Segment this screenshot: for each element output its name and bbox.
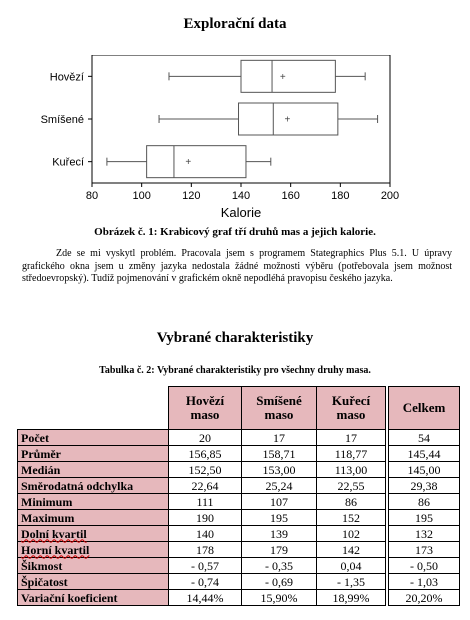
box (241, 60, 335, 92)
table-cell: 153,00 (242, 462, 317, 478)
column-header: Smíšené maso (242, 387, 317, 430)
table-cell: 152 (317, 510, 386, 526)
table-cell: 195 (242, 510, 317, 526)
paragraph (22, 248, 452, 286)
mean-marker: + (185, 157, 192, 169)
x-axis-label: Kalorie (220, 205, 262, 220)
x-tick-label: 140 (231, 190, 251, 202)
table-cell: 139 (242, 526, 317, 542)
table-cell: 173 (389, 542, 460, 558)
table-cell: - 0,69 (242, 574, 317, 590)
table-cell: 156,85 (169, 446, 242, 462)
table-cell: 195 (389, 510, 460, 526)
table-cell: - 0,74 (169, 574, 242, 590)
table-cell: 178 (169, 542, 242, 558)
column-header: Celkem (389, 387, 460, 430)
boxplot-chart (20, 55, 420, 225)
mean-marker: + (279, 71, 286, 83)
table-row (18, 590, 460, 606)
x-tick-label: 100 (132, 190, 151, 202)
table-cell: 25,24 (242, 478, 317, 494)
table-cell: 54 (389, 430, 460, 446)
table-cell: 152,50 (169, 462, 242, 478)
table-cell: - 0,57 (169, 558, 242, 574)
table-cell: 20 (169, 430, 242, 446)
table-cell: 140 (169, 526, 242, 542)
table-cell: 102 (317, 526, 386, 542)
row-label: Minimum (18, 494, 169, 510)
table-cell: - 0,50 (389, 558, 460, 574)
x-tick-label: 80 (85, 190, 99, 202)
row-label: Horní kvartil (18, 542, 169, 558)
table-cell: 22,55 (317, 478, 386, 494)
table-cell: 17 (242, 430, 317, 446)
y-tick-label: Hovězí (49, 71, 84, 84)
x-tick-label: 200 (380, 190, 400, 202)
table-cell: - 1,35 (317, 574, 386, 590)
table-cell: - 1,03 (389, 574, 460, 590)
table-cell: 142 (317, 542, 386, 558)
table-cell: 179 (242, 542, 317, 558)
table-cell: 86 (317, 494, 386, 510)
table-cell: 14,44% (169, 590, 242, 606)
row-label: Dolní kvartil (18, 526, 169, 542)
table-cell: 86 (389, 494, 460, 510)
box (147, 146, 246, 178)
table-cell: 22,64 (169, 478, 242, 494)
table-cell: 118,77 (317, 446, 386, 462)
table-row (18, 430, 460, 446)
table-cell: 113,00 (317, 462, 386, 478)
table-row (18, 574, 460, 590)
row-label: Průměr (18, 446, 169, 462)
mean-marker: + (284, 114, 291, 126)
table-header-row (18, 387, 460, 430)
row-label: Medián (18, 462, 169, 478)
x-tick-label: 160 (281, 190, 300, 202)
figure-caption: Obrázek č. 1: Krabicový graf tří druhů mas a jejich kalorie. (94, 226, 376, 238)
table-row (18, 510, 460, 526)
table-row (18, 446, 460, 462)
header-blank (18, 387, 169, 430)
section-heading: Vybrané charakteristiky (156, 330, 314, 346)
table-row (18, 526, 460, 542)
y-tick-label: Kuřecí (52, 156, 84, 169)
table-row (18, 542, 460, 558)
page-heading: Explorační data (183, 16, 287, 32)
table-cell: - 0,35 (242, 558, 317, 574)
row-label: Variační koeficient (18, 590, 169, 606)
table-cell: 145,00 (389, 462, 460, 478)
table-cell: 107 (242, 494, 317, 510)
row-label: Počet (18, 430, 169, 446)
table-cell: 15,90% (242, 590, 317, 606)
table-row (18, 494, 460, 510)
table-cell: 18,99% (317, 590, 386, 606)
table-cell: 0,04 (317, 558, 386, 574)
y-tick-label: Smíšené (40, 114, 84, 126)
stats-table (17, 386, 460, 606)
table-cell: 29,38 (389, 478, 460, 494)
paragraph-text: Zde se mi vyskytl problém. Pracovala jsem s programem Stategraphics Plus 5.1. U úpravy grafického okna jsem u změny jazyka nedostala žádné možnosti výběru (potřebovala jsem možnost středoevropský). Tudíž pojmenování v grafickém okně nepodléhá pravopisu českého jazyka. (22, 248, 452, 284)
x-tick-label: 180 (331, 190, 350, 202)
table-cell: 111 (169, 494, 242, 510)
table-cell: 145,44 (389, 446, 460, 462)
table-row (18, 558, 460, 574)
x-tick-label: 120 (182, 190, 201, 202)
column-header: Kuřecí maso (317, 387, 386, 430)
table-caption: Tabulka č. 2: Vybrané charakteristiky pro všechny druhy masa. (99, 365, 371, 376)
table-cell: 190 (169, 510, 242, 526)
row-label: Směrodatná odchylka (18, 478, 169, 494)
row-label: Špičatost (18, 574, 169, 590)
column-header: Hovězí maso (169, 387, 242, 430)
table-row (18, 462, 460, 478)
table-cell: 17 (317, 430, 386, 446)
table-cell: 132 (389, 526, 460, 542)
row-label: Šikmost (18, 558, 169, 574)
table-cell: 20,20% (389, 590, 460, 606)
table-row (18, 478, 460, 494)
table-cell: 158,71 (242, 446, 317, 462)
row-label: Maximum (18, 510, 169, 526)
